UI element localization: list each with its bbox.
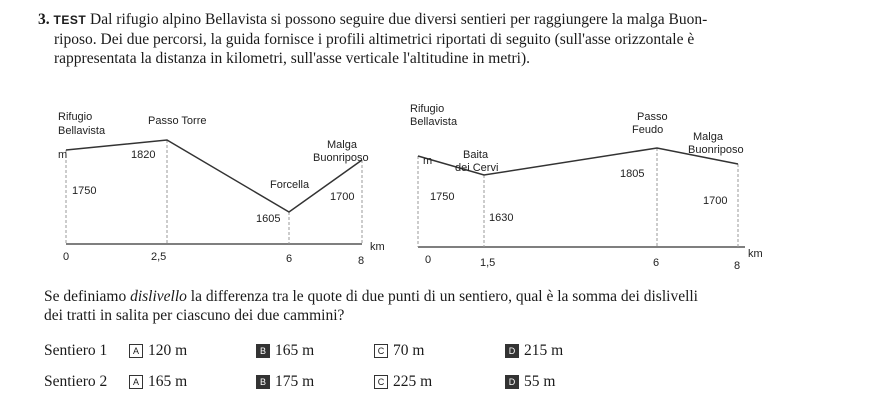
- profile2-end-label-1: Malga: [693, 131, 723, 143]
- profile1-peak-label: Passo Torre: [148, 115, 207, 127]
- profile2-start-label-2: Bellavista: [410, 116, 458, 128]
- profile1-x-tick-1: 2,5: [151, 251, 167, 263]
- profile1-alt-valley: 1605: [256, 213, 281, 225]
- profile1-alt-start: 1750: [72, 185, 97, 197]
- profile1-valley-label: Forcella: [270, 179, 310, 191]
- option-b[interactable]: [256, 342, 314, 360]
- problem-text-line3: rappresentata la distanza in kilometri, sull'asse verticale l'altitudine in metri).: [54, 50, 531, 67]
- option-letter-box: A: [129, 344, 143, 358]
- option-value: 165 m: [148, 373, 188, 390]
- option-b[interactable]: [256, 373, 314, 391]
- profile2-alt-start: 1750: [430, 191, 455, 203]
- profile1-alt-end: 1700: [330, 191, 355, 203]
- question-line1-post: la differenza tra le quote di due punti di un sentiero, qual è la somma dei dislivelli: [186, 288, 698, 305]
- profile2-alt-valley: 1630: [489, 212, 514, 224]
- option-d[interactable]: [505, 342, 563, 360]
- option-value: 70 m: [393, 342, 425, 359]
- option-c[interactable]: [374, 342, 424, 360]
- profile2-peak-label-1: Passo: [637, 111, 668, 123]
- problem-text-line1: Dal rifugio alpino Bellavista si possono seguire due diversi sentieri per raggiungere la malga Buon-: [90, 11, 708, 28]
- test-tag: TEST: [53, 13, 87, 27]
- question-line2: dei tratti in salita per ciascuno dei due cammini?: [44, 307, 345, 324]
- profile1-chart: [58, 111, 385, 267]
- option-a[interactable]: [129, 342, 187, 360]
- option-a[interactable]: [129, 373, 187, 391]
- option-letter-box: D: [505, 375, 519, 389]
- profile2-peak-label-2: Feudo: [632, 124, 664, 136]
- profile1-end-label-1: Malga: [327, 139, 357, 151]
- problem-text-line2: riposo. Dei due percorsi, la guida fornisce i profili altimetrici riportati di seguito (sull'asse orizzontale è: [54, 31, 695, 48]
- row-label: Sentiero 1: [44, 342, 108, 359]
- option-letter-box: C: [374, 375, 388, 389]
- profile1-x-tick-3: 8: [358, 255, 365, 267]
- option-letter-box: B: [256, 375, 270, 389]
- profile2-x-tick-0: 0: [425, 254, 432, 266]
- profile1-x-tick-0: 0: [63, 251, 70, 263]
- option-letter-box: C: [374, 344, 388, 358]
- profile2-alt-end: 1700: [703, 195, 728, 207]
- option-value: 120 m: [148, 342, 188, 359]
- profile1-start-label-1: Rifugio: [58, 111, 93, 123]
- option-letter-box: B: [256, 344, 270, 358]
- profile2-x-tick-2: 6: [653, 257, 660, 269]
- profile1-end-label-2: Buonriposo: [313, 152, 369, 164]
- profile1-x-tick-2: 6: [286, 253, 293, 265]
- option-letter-box: D: [505, 344, 519, 358]
- profile2-chart: [410, 103, 763, 272]
- profile1-line: [66, 140, 362, 212]
- option-d[interactable]: [505, 373, 555, 391]
- question-text: [44, 287, 824, 325]
- profile1-unit-x: km: [370, 241, 385, 253]
- option-value: 165 m: [275, 342, 315, 359]
- question-line1-pre: Se definiamo: [44, 288, 131, 305]
- profile1-start-label-2: Bellavista: [58, 125, 106, 137]
- profile2-x-tick-3: 8: [734, 260, 741, 272]
- row-label: Sentiero 2: [44, 373, 108, 390]
- profile1-alt-peak: 1820: [131, 149, 156, 161]
- option-value: 215 m: [524, 342, 564, 359]
- option-letter-box: A: [129, 375, 143, 389]
- profile2-unit-x: km: [748, 248, 763, 260]
- option-c[interactable]: [374, 373, 432, 391]
- profile2-x-tick-1: 1,5: [480, 257, 496, 269]
- option-value: 225 m: [393, 373, 433, 390]
- profile2-alt-peak: 1805: [620, 168, 645, 180]
- problem-number: 3.: [38, 11, 50, 28]
- profile2-start-label-1: Rifugio: [410, 103, 445, 115]
- option-value: 175 m: [275, 373, 315, 390]
- profile1-unit-y: m: [58, 149, 68, 161]
- question-term: dislivello: [130, 288, 187, 305]
- profile2-end-label-2: Buonriposo: [688, 144, 744, 156]
- profile2-valley-label-1: Baita: [463, 149, 489, 161]
- option-value: 55 m: [524, 373, 556, 390]
- profile2-unit-y: m: [423, 155, 433, 167]
- profile2-valley-label-2: dei Cervi: [455, 162, 499, 174]
